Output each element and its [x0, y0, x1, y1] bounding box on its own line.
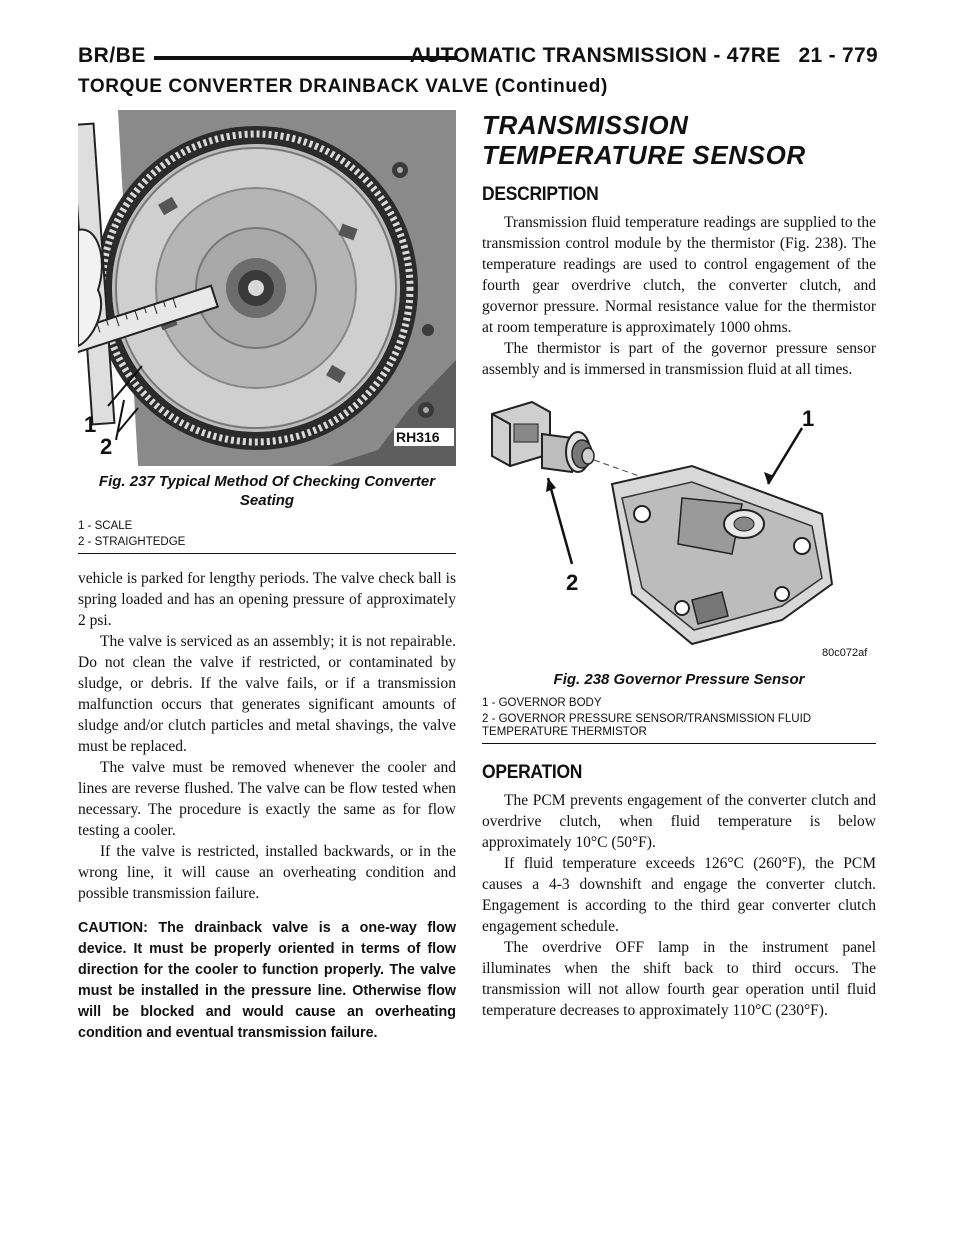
paragraph: The overdrive OFF lamp in the instrument panel illuminates when the shift back to third occurs. The transmission will not allow fourth gear operation until fluid temperature decreases to approximately 110°C (230°F). [482, 939, 876, 1019]
section-title-line: TRANSMISSION [482, 110, 689, 140]
converter-seating-illustration [78, 110, 456, 466]
paragraph: Transmission fluid temperature readings are supplied to the transmission control module by the thermistor (Fig. 238). The temperature readings are used to control engagement of the fourth gear overdrive clutch, the converter clutch, and governor pressure. Normal resistance value for the thermistor at room temperature is approximately 1000 ohms. [482, 214, 876, 336]
fig238-callout-1: 1 [802, 406, 815, 431]
figure-238 [482, 394, 876, 744]
paragraph: The valve is serviced as an assembly; it is not repairable. Do not clean the valve if restricted, or contaminated by sludge, or debris. If the valve fails, or if a transmission malfunction occurs that generates significant amounts of sludge and/or clutch particles and metal shavings, the valve must be replaced. [78, 633, 456, 755]
paragraph: The thermistor is part of the governor pressure sensor assembly and is immersed in transmission fluid at all times. [482, 340, 876, 378]
figure-237 [78, 110, 456, 554]
left-column [78, 110, 456, 1044]
header-model: BR/BE [78, 44, 146, 67]
description-heading: DESCRIPTION [482, 184, 599, 205]
fig237-rule [78, 553, 456, 554]
fig238-legend [482, 697, 876, 739]
paragraph: The valve must be removed whenever the cooler and lines are reverse flushed. The valve can be flow tested when necessary. The procedure is exactly the same as for flow testing a cooler. [78, 759, 456, 839]
fig237-legend [78, 520, 456, 549]
paragraph: vehicle is parked for lengthy periods. The valve check ball is spring loaded and has an opening pressure of approximately 2 psi. [78, 570, 456, 629]
header-title-group [410, 44, 878, 68]
caution-note: CAUTION: The drainback valve is a one-way flow device. It must be properly oriented in terms of flow direction for the cooler to function properly. The valve must be installed in the pressure line. Otherwise flow will be blocked and would cause an overheating condition and eventual transmission failure. [78, 920, 456, 1041]
section-title [482, 110, 876, 170]
paragraph: If the valve is restricted, installed backwards, or in the wrong line, it will cause an overheating condition and possible transmission failure. [78, 843, 456, 902]
fig238-legend-item: 2 - GOVERNOR PRESSURE SENSOR/TRANSMISSION FLUID TEMPERATURE THERMISTOR [482, 713, 812, 738]
fig237-legend-item: 2 - STRAIGHTEDGE [78, 536, 186, 548]
fig238-callout-2: 2 [566, 570, 579, 595]
paragraph: The PCM prevents engagement of the converter clutch and overdrive clutch, when fluid temperature is below approximately 10°C (50°F). [482, 792, 876, 851]
fig238-code: 80c072af [822, 647, 868, 659]
fig238-rule [482, 743, 876, 744]
section-title-line: TEMPERATURE SENSOR [482, 140, 806, 170]
page-number: 21 - 779 [798, 44, 878, 67]
operation-heading: OPERATION [482, 762, 583, 783]
header-title: AUTOMATIC TRANSMISSION - 47RE [409, 44, 781, 67]
governor-sensor-illustration [482, 394, 876, 666]
right-column [482, 110, 876, 1021]
fig238-caption: Fig. 238 Governor Pressure Sensor [553, 671, 805, 688]
fig237-callout-1: 1 [84, 412, 97, 437]
fig238-legend-item: 1 - GOVERNOR BODY [482, 697, 602, 709]
page-header [78, 44, 878, 76]
paragraph: If fluid temperature exceeds 126°C (260°F), the PCM causes a 4-3 downshift and engage the converter clutch. Engagement is according to the third gear converter clutch engagement schedule. [482, 855, 876, 935]
section-continued-heading: TORQUE CONVERTER DRAINBACK VALVE (Continued) [78, 76, 608, 97]
fig237-caption: Fig. 237 Typical Method Of Checking Converter Seating [98, 473, 436, 509]
fig237-code: RH316 [396, 429, 440, 445]
fig237-callout-2: 2 [100, 434, 113, 459]
fig237-legend-item: 1 - SCALE [78, 520, 133, 532]
